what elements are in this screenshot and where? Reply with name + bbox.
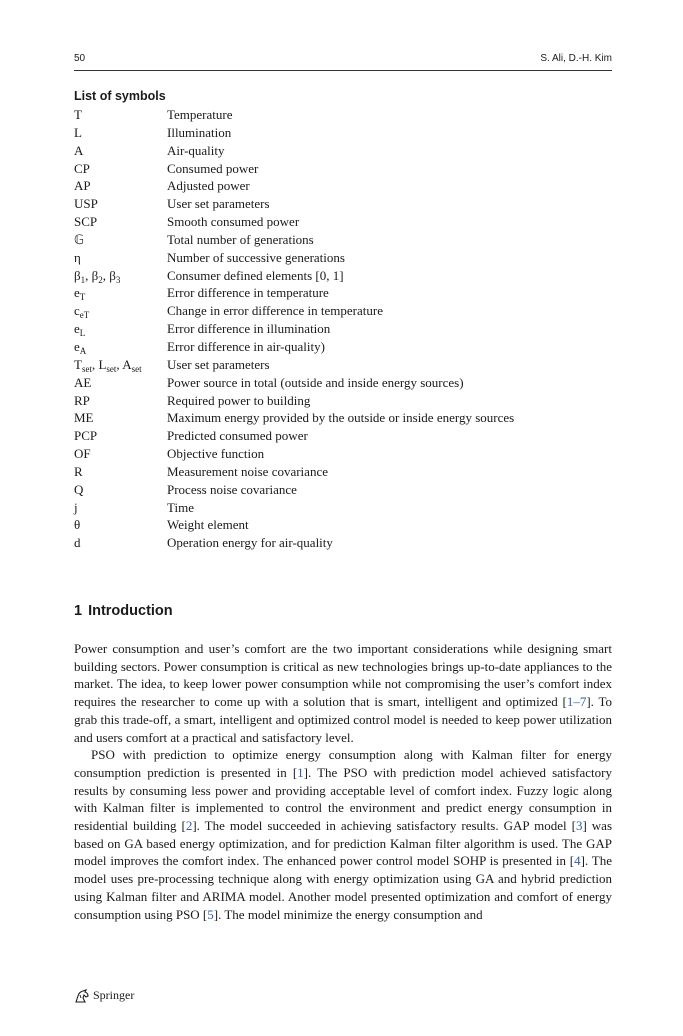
- symbol-row: [74, 160, 612, 178]
- symbol-row: [74, 463, 612, 481]
- symbol-row: [74, 195, 612, 213]
- symbol-definition: Error difference in illumination: [167, 321, 331, 337]
- symbol: CP: [74, 160, 90, 176]
- symbol-row: [74, 427, 612, 445]
- symbol: d: [74, 535, 81, 551]
- paragraph: PSO with prediction to optimize energy consumption along with Kalman filter for energy consumption prediction is presented in [1]. The PSO with prediction model achieved satisfactory results by consuming less power and providing acceptable level of comfort index. Fuzzy logic along with Kalman filter is implemented to control the environment and predict energy consumption in residential building [2]. The model succeeded in achieving satisfactory results. GAP model [3] was based on GA based energy optimization, and for prediction Kalman filter algorithm is used. The GAP model improves the comfort index. The enhanced power control model SOHP is presented in [4]. The model uses pre-processing technique along with energy optimization using GA and hybrid prediction using Kalman filter and ARIMA model. Another model presented optimization and comfort of energy consumption using PSO [5]. The model minimize the energy consumption and: [74, 747, 613, 922]
- publisher-footer: [74, 988, 134, 1003]
- symbol-definition: Objective function: [167, 446, 265, 462]
- symbol-definition: Weight element: [167, 517, 249, 533]
- symbol: η: [74, 249, 81, 265]
- symbol-row: [74, 177, 612, 195]
- symbol-definition: Error difference in air-quality): [167, 338, 325, 354]
- symbol-row: [74, 445, 612, 463]
- symbol: PCP: [74, 428, 98, 444]
- symbol: Q: [74, 481, 84, 497]
- symbol: A: [74, 142, 84, 158]
- symbol: AP: [74, 178, 91, 194]
- symbol-definition: Maximum energy provided by the outside or inside energy sources: [167, 410, 515, 426]
- symbol-row: [74, 284, 612, 302]
- symbol: $e_A$: [74, 338, 87, 356]
- symbol: L: [74, 124, 82, 140]
- symbol-row: [74, 499, 612, 517]
- paragraph: Power consumption and user’s comfort are the two important considerations while designing smart building sectors. Power consumption is critical as new technologies brings up-to-date appliances to the market. The idea, to keep lower power consumption while not compromising the user’s comfort index requires the researcher to come up with a solution that is smart, intelligent and optimized [1–7]. To grab this trade-off, a smart, intelligent and optimized control model is needed to keep power utilization and users comfort at a practical and satisfactory level.: [74, 641, 612, 745]
- symbol-row: [74, 320, 612, 338]
- symbol-definition: Consumer defined elements [0, 1]: [167, 267, 344, 283]
- symbol: RP: [74, 392, 90, 408]
- symbols-title: List of symbols: [74, 89, 166, 103]
- section-number: 1: [74, 603, 83, 619]
- symbol-definition: Total number of generations: [167, 231, 314, 247]
- symbol-row: [74, 231, 612, 249]
- symbol: $T_{set}$, $L_{set}$, $A_{set}$: [74, 356, 142, 374]
- body-text: [74, 640, 612, 923]
- symbol-definition: Air-quality: [167, 142, 225, 158]
- symbol: $\beta_1$, $\beta_2$, $\beta_3$: [74, 267, 121, 285]
- symbol-row: [74, 338, 612, 356]
- symbol: j: [74, 499, 78, 515]
- symbol-row: [74, 249, 612, 267]
- symbol-row: [74, 534, 612, 552]
- symbol-row: [74, 516, 612, 534]
- symbol-definition: Operation energy for air-quality: [167, 535, 333, 551]
- symbol-row: [74, 374, 612, 392]
- symbol-definition: Illumination: [167, 124, 232, 140]
- symbol-row: [74, 106, 612, 124]
- symbol: 𝔾: [74, 231, 85, 247]
- symbol: AE: [74, 374, 92, 390]
- symbol: $c_{eT}$: [74, 303, 90, 321]
- springer-horse-icon: [74, 989, 90, 1003]
- symbol-definition: Power source in total (outside and inside energy sources): [167, 374, 464, 390]
- symbol-definition: Process noise covariance: [167, 481, 297, 497]
- symbol-definition: User set parameters: [167, 196, 270, 212]
- symbol-definition: Error difference in temperature: [167, 285, 329, 301]
- header-rule: [74, 70, 612, 71]
- symbol-definition: Time: [167, 499, 194, 515]
- symbols-list: [74, 106, 612, 552]
- symbol: $e_L$: [74, 321, 86, 339]
- symbol-row: [74, 409, 612, 427]
- symbol-definition: User set parameters: [167, 356, 270, 372]
- symbol: ME: [74, 410, 94, 426]
- symbol-definition: Consumed power: [167, 160, 259, 176]
- symbol-definition: Number of successive generations: [167, 249, 345, 265]
- symbol: R: [74, 463, 83, 479]
- symbol-definition: Required power to building: [167, 392, 311, 408]
- symbol: USP: [74, 196, 98, 212]
- symbol: OF: [74, 446, 91, 462]
- running-head-authors: S. Ali, D.-H. Kim: [540, 53, 612, 64]
- running-head: [74, 50, 612, 70]
- publisher-name: Springer: [93, 988, 135, 1002]
- page-number: 50: [74, 53, 86, 64]
- symbol-row: [74, 213, 612, 231]
- symbol-definition: Smooth consumed power: [167, 214, 300, 230]
- symbol-row: [74, 142, 612, 160]
- symbol-definition: Measurement noise covariance: [167, 463, 328, 479]
- symbol: SCP: [74, 214, 98, 230]
- symbol: T: [74, 107, 82, 122]
- symbol-row: [74, 481, 612, 499]
- symbol-definition: Predicted consumed power: [167, 428, 308, 444]
- symbol-row: [74, 124, 612, 142]
- section-title: Introduction: [88, 603, 173, 619]
- symbol: $e_T$: [74, 285, 86, 303]
- symbol-definition: Temperature: [167, 107, 233, 122]
- section-heading: [74, 603, 173, 619]
- symbol: θ: [74, 517, 81, 533]
- symbol-row: [74, 302, 612, 320]
- symbol-row: [74, 392, 612, 410]
- symbol-row: [74, 267, 612, 285]
- symbol-definition: Adjusted power: [167, 178, 250, 194]
- symbol-row: [74, 356, 612, 374]
- symbol-definition: Change in error difference in temperature: [167, 303, 383, 319]
